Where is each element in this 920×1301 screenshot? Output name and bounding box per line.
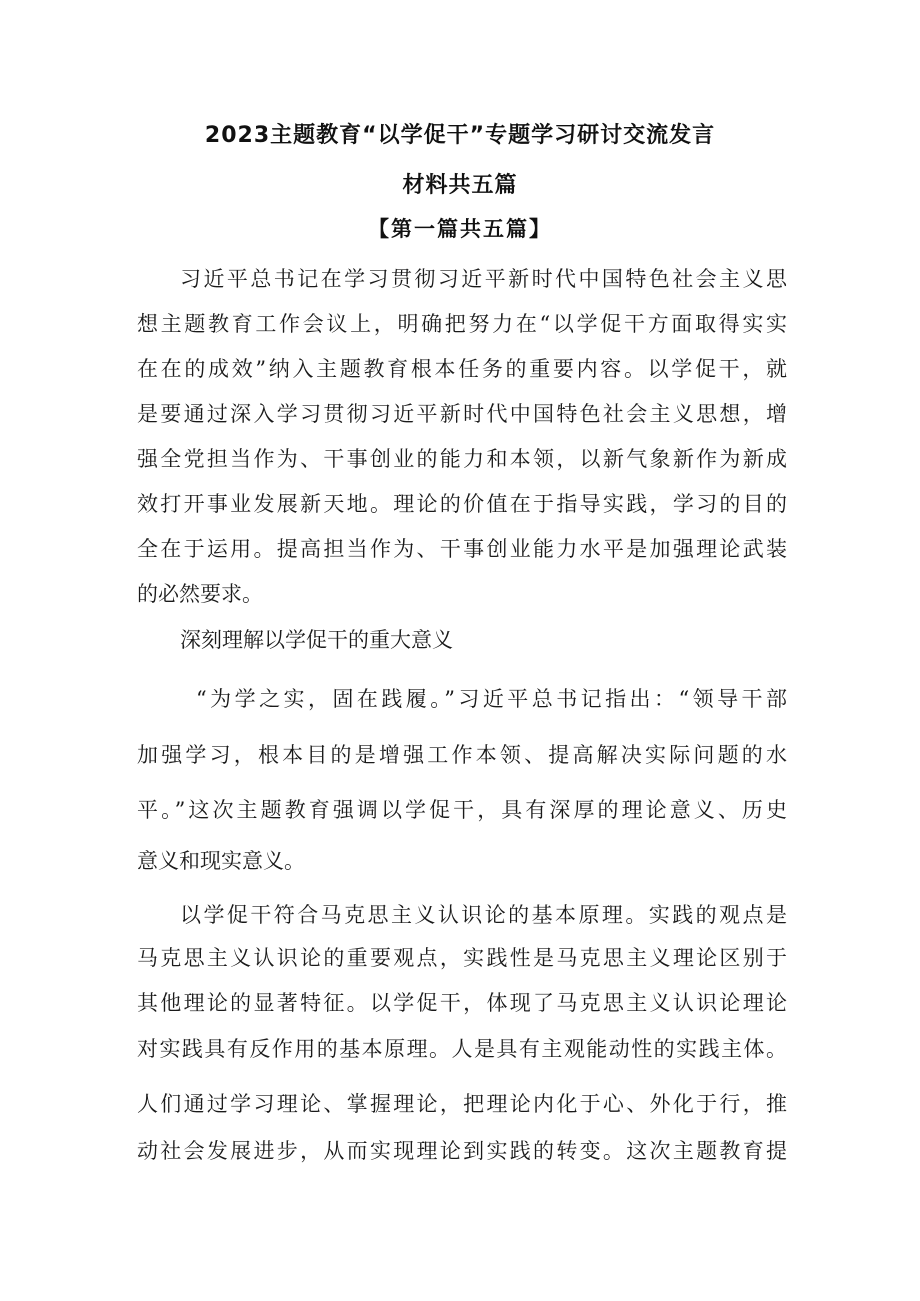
paragraph-line: 效打开事业发展新天地。理论的价值在于指导实践，学习的目的 bbox=[137, 492, 787, 516]
paragraph-line: 马克思主义认识论的重要观点，实践性是马克思主义理论区别于 bbox=[137, 946, 787, 970]
paragraph-line: “为学之实，固在践履。”习近平总书记指出：“领导干部 bbox=[196, 687, 787, 711]
paragraph-line: 的必然要求。 bbox=[137, 582, 263, 606]
paragraph-line: 想主题教育工作会议上，明确把努力在“以学促干方面取得实实 bbox=[137, 312, 787, 336]
paragraph-line: 意义和现实意义。 bbox=[137, 849, 305, 873]
paragraph-line: 习近平总书记在学习贯彻习近平新时代中国特色社会主义思 bbox=[180, 267, 787, 291]
section-heading: 【第一篇共五篇】 bbox=[368, 217, 552, 241]
paragraph-line: 动社会发展进步，从而实现理论到实践的转变。这次主题教育提 bbox=[137, 1139, 787, 1163]
paragraph-line: 其他理论的显著特征。以学促干，体现了马克思主义认识论理论 bbox=[137, 991, 787, 1015]
paragraph-line: 全在于运用。提高担当作为、干事创业能力水平是加强理论武装 bbox=[137, 537, 787, 561]
paragraph-line: 是要通过深入学习贯彻习近平新时代中国特色社会主义思想，增 bbox=[137, 402, 787, 426]
document-title-line-2: 材料共五篇 bbox=[402, 173, 518, 198]
paragraph-line: 对实践具有反作用的基本原理。人是具有主观能动性的实践主体。 bbox=[137, 1037, 787, 1061]
paragraph-line: 在在的成效”纳入主题教育根本任务的重要内容。以学促干，就 bbox=[137, 357, 787, 381]
paragraph-line: 加强学习，根本目的是增强工作本领、提高解决实际问题的水 bbox=[137, 743, 787, 767]
paragraph-line: 平。”这次主题教育强调以学促干，具有深厚的理论意义、历史 bbox=[137, 798, 787, 822]
paragraph-line: 以学促干符合马克思主义认识论的基本原理。实践的观点是 bbox=[180, 903, 787, 927]
paragraph-line: 强全党担当作为、干事创业的能力和本领，以新气象新作为新成 bbox=[137, 447, 787, 471]
subheading-line: 深刻理解以学促干的重大意义 bbox=[180, 628, 453, 652]
document-title-line-1: 2023主题教育“以学促干”专题学习研讨交流发言 bbox=[204, 123, 716, 148]
paragraph-line: 人们通过学习理论、掌握理论，把理论内化于心、外化于行，推 bbox=[137, 1092, 787, 1116]
